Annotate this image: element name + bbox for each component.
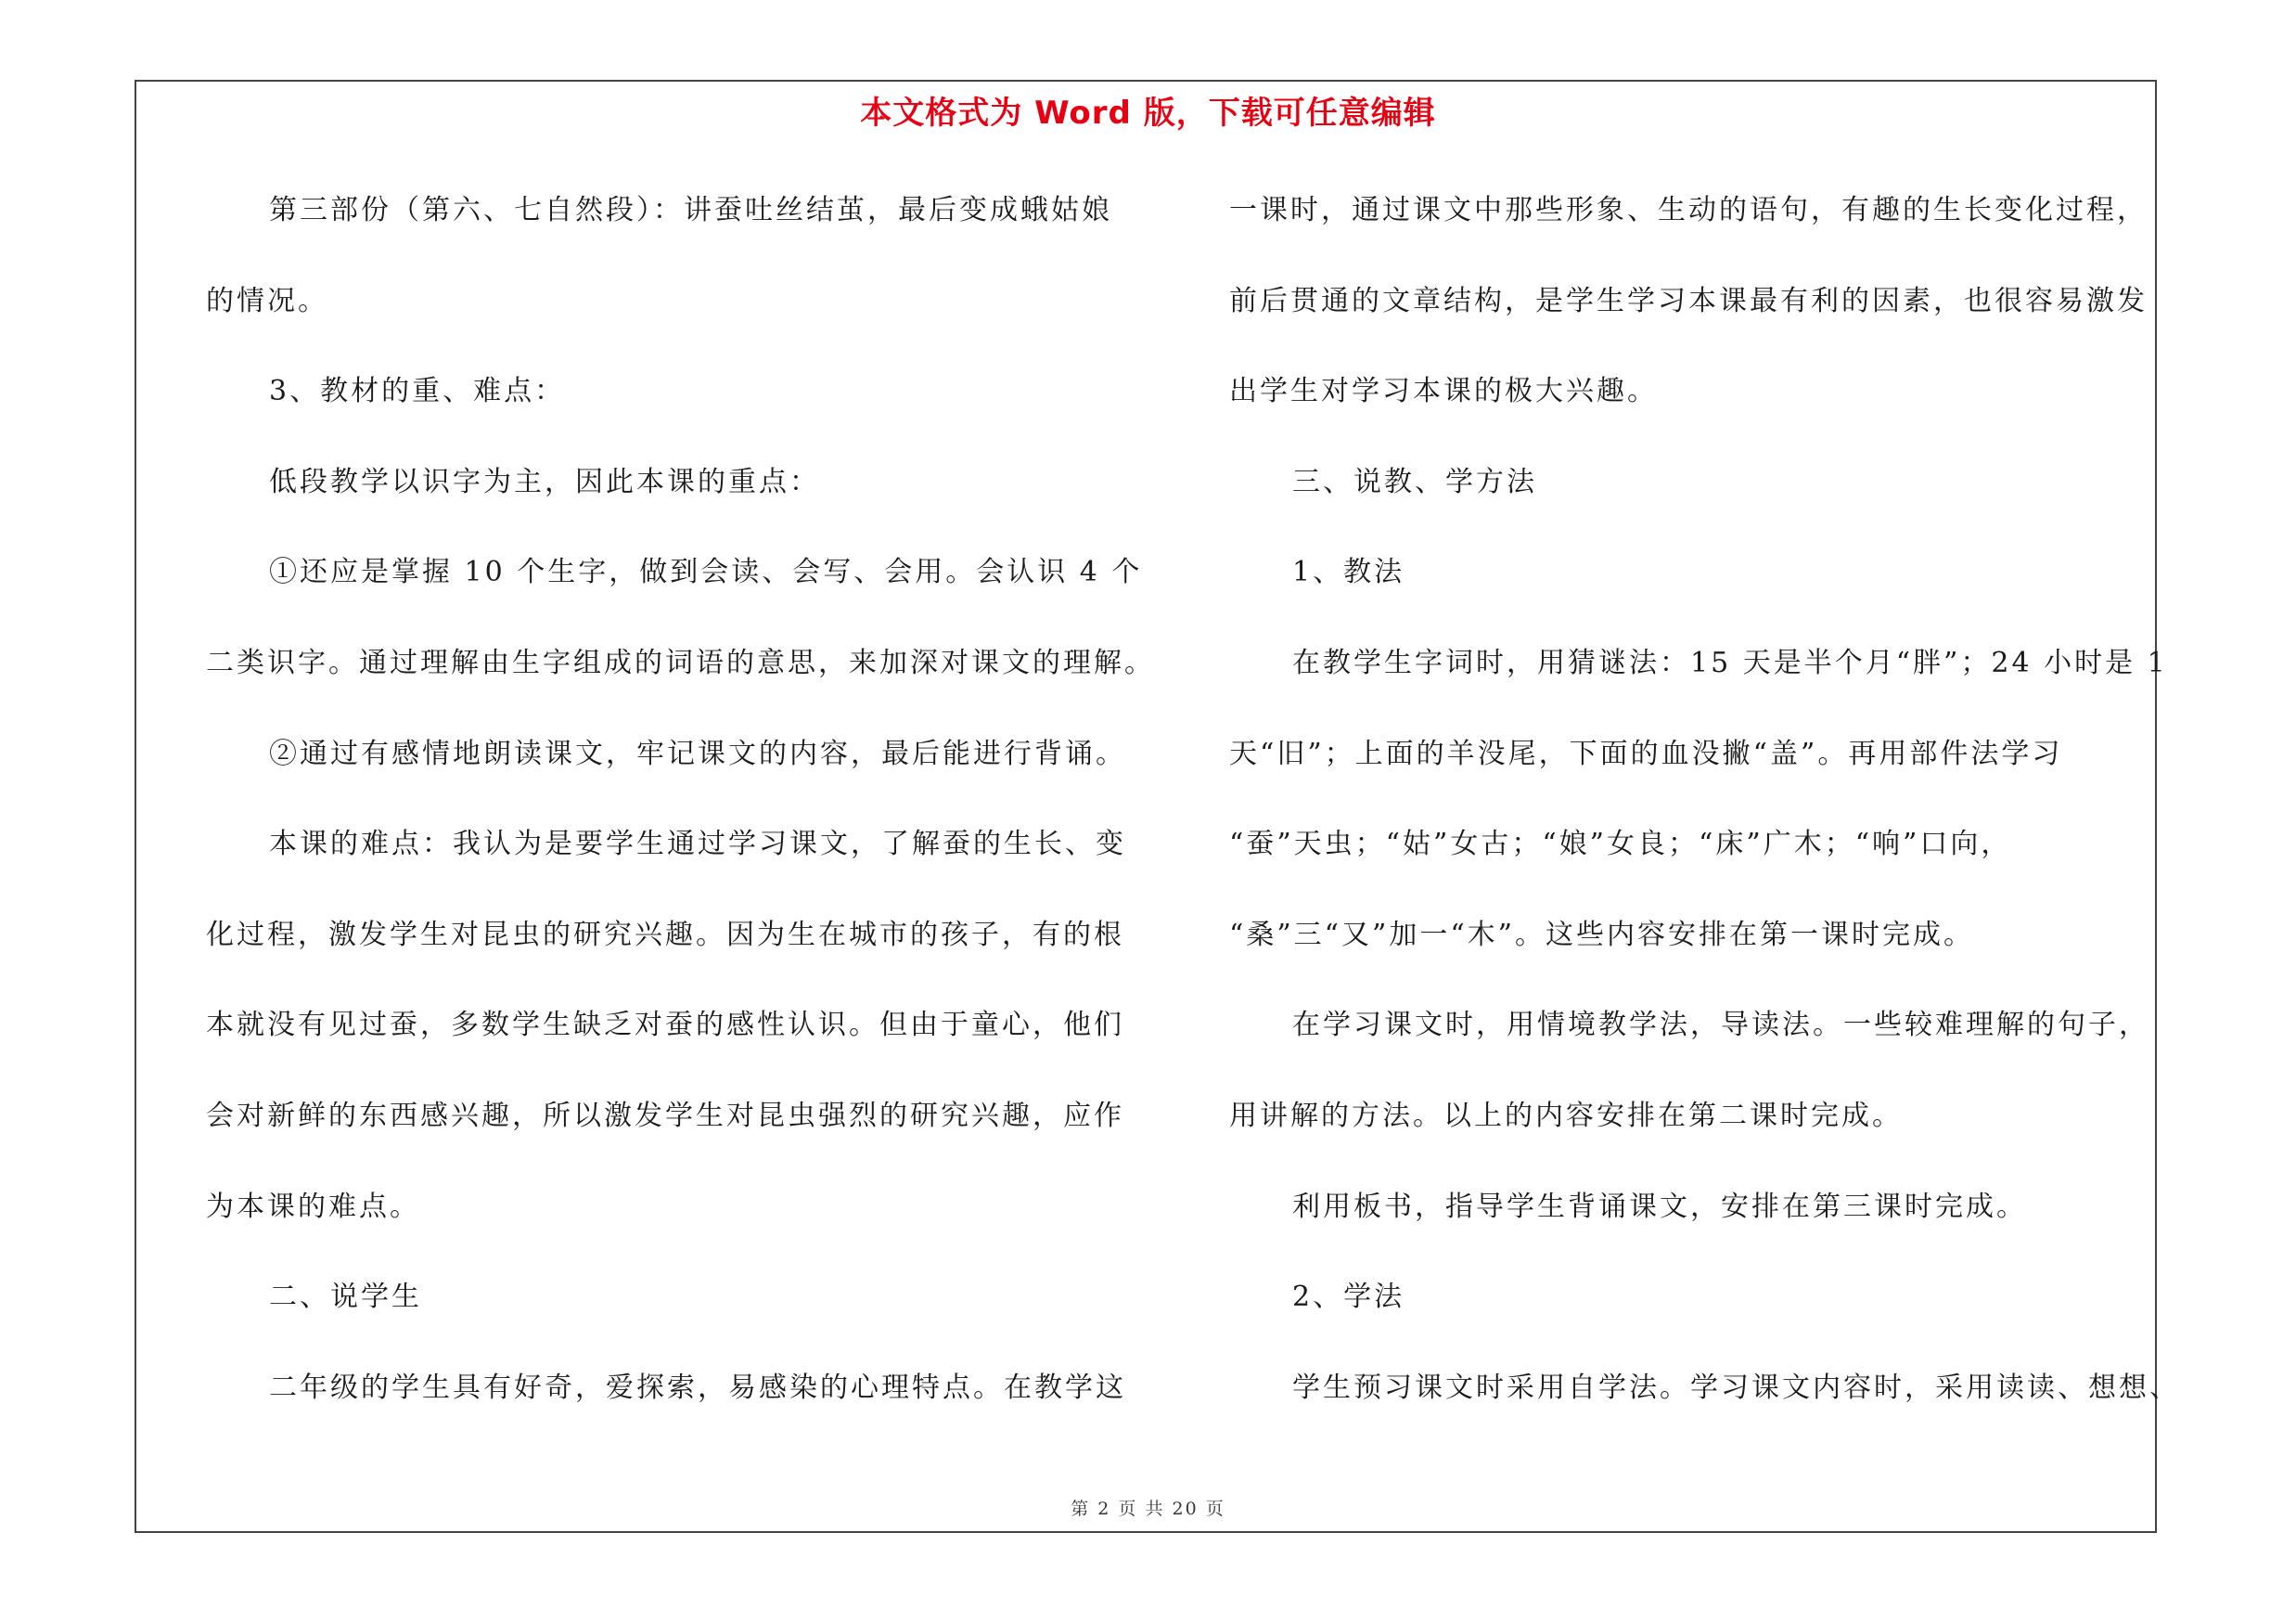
text-line: 利用板书，指导学生背诵课文，安排在第三课时完成。 [1292, 1190, 2027, 1223]
text-line: 二、说学生 [269, 1281, 422, 1314]
text-line: 天“旧”；上面的羊没尾，下面的血没撇“盖”。再用部件法学习 [1229, 737, 2063, 770]
text-line: “蚕”天虫；“姑”女古；“娘”女良；“床”广木；“响”口向， [1229, 828, 2012, 861]
text-line: 低段教学以识字为主，因此本课的重点： [269, 465, 820, 498]
text-line: 在学习课文时，用情境教学法，导读法。一些较难理解的句子， [1292, 1009, 2149, 1042]
text-line: 本就没有见过蚕，多数学生缺乏对蚕的感性认识。但由于童心，他们 [206, 1009, 1124, 1042]
text-line: 学生预习课文时采用自学法。学习课文内容时，采用读读、想想、 [1292, 1371, 2180, 1404]
right-column [1229, 182, 2180, 1449]
text-line: 二年级的学生具有好奇，爱探索，易感染的心理特点。在教学这 [269, 1371, 1126, 1404]
text-line: 在教学生字词时，用猜谜法：15 天是半个月“胖”；24 小时是 1 [1292, 646, 2168, 679]
text-line: 一课时，通过课文中那些形象、生动的语句，有趣的生长变化过程， [1229, 194, 2148, 226]
text-line: 用讲解的方法。以上的内容安排在第二课时完成。 [1229, 1099, 1903, 1132]
text-line: 的情况。 [206, 284, 328, 317]
text-line: 3、教材的重、难点： [269, 375, 566, 408]
text-line: 化过程，激发学生对昆虫的研究兴趣。因为生在城市的孩子，有的根 [206, 918, 1124, 951]
text-line: 二类识字。通过理解由生字组成的词语的意思，来加深对课文的理解。 [206, 646, 1155, 679]
text-line: 前后贯通的文章结构，是学生学习本课最有利的因素，也很容易激发 [1229, 284, 2148, 317]
text-line: “桑”三“又”加一“木”。这些内容安排在第一课时完成。 [1229, 918, 1975, 951]
page-number-footer: 第 2 页 共 20 页 [1071, 1499, 1225, 1519]
text-line: 本课的难点：我认为是要学生通过学习课文，了解蚕的生长、变 [269, 828, 1126, 861]
text-line: 为本课的难点。 [206, 1190, 420, 1223]
text-line: ②通过有感情地朗读课文，牢记课文的内容，最后能进行背诵。 [269, 737, 1126, 770]
text-line: 三、说教、学方法 [1292, 465, 1537, 498]
text-line: 会对新鲜的东西感兴趣，所以激发学生对昆虫强烈的研究兴趣，应作 [206, 1099, 1124, 1132]
text-line: ①还应是掌握 10 个生字，做到会读、会写、会用。会认识 4 个 [269, 556, 1143, 589]
text-line: 出学生对学习本课的极大兴趣。 [1229, 375, 1658, 408]
format-banner: 本文格式为 Word 版，下载可任意编辑 [860, 95, 1436, 132]
text-line: 1、教法 [1292, 556, 1405, 589]
text-line: 第三部份（第六、七自然段）：讲蚕吐丝结茧，最后变成蛾姑娘 [269, 194, 1112, 226]
left-column [206, 182, 1155, 1449]
text-line: 2、学法 [1292, 1281, 1405, 1314]
